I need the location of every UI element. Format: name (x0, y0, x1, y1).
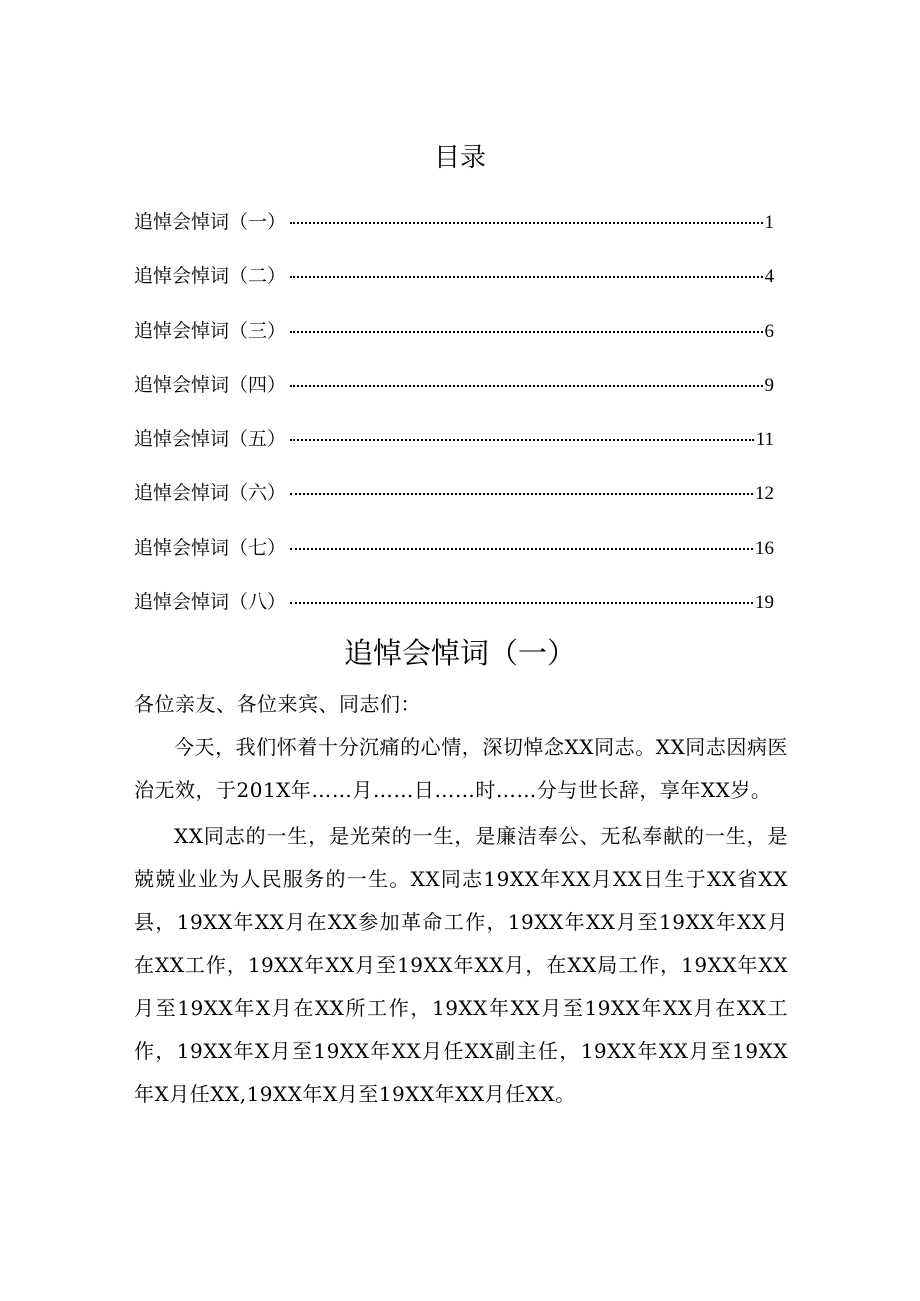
body-paragraph: 今天，我们怀着十分沉痛的心情，深切悼念XX同志。XX同志因病医治无效，于201X年……月……日……时……分与世长辞，享年XX岁。 (134, 735, 788, 802)
toc-entry-label: 追悼会悼词（五） (134, 428, 287, 451)
toc-leader-dots (290, 439, 754, 441)
toc-entry-label: 追悼会悼词（一） (134, 211, 287, 233)
toc-entry-label: 追悼会悼词（七） (134, 536, 287, 559)
toc-page-number: 11 (755, 429, 774, 451)
toc-page-number: 12 (755, 483, 774, 505)
toc-leader-dots (290, 493, 753, 495)
body-paragraph: XX同志的一生，是光荣的一生，是廉洁奉公、无私奉献的一生，是兢兢业业为人民服务的一生。XX同志19XX年XX月XX日生于XX省XX县，19XX年XX月在XX参加革命工作，19XX年XX月至19XX年XX月在XX工作，19XX年XX月至19XX年XX月，在XX局工作，19XX年XX月至19XX年X月在XX所工作，19XX年XX月至19XX年XX月在XX工作，19XX年X月至19XX年XX月任XX副主任，19XX年XX月至19XX年X月任XX,19XX年X月至19XX年XX月任XX。 (134, 824, 788, 1106)
toc-entry[interactable] (134, 258, 774, 312)
toc-entry-label: 追悼会悼词（二） (134, 265, 287, 288)
toc-title: 目录 (433, 143, 486, 173)
toc-entry[interactable] (134, 475, 774, 529)
toc-entry-label: 追悼会悼词（八） (134, 591, 287, 614)
toc-entry-label: 追悼会悼词（六） (134, 482, 287, 505)
toc-page-number: 6 (764, 320, 774, 342)
toc-entry[interactable] (134, 530, 774, 584)
document-body (134, 683, 788, 1116)
toc-leader-dots (290, 222, 762, 224)
toc-entry[interactable] (134, 204, 774, 258)
toc-page-number: 19 (755, 592, 774, 614)
toc-entry-label: 追悼会悼词（四） (134, 373, 287, 396)
toc-page-number: 1 (764, 212, 774, 233)
toc-entry[interactable] (134, 421, 774, 475)
toc-leader-dots (290, 602, 753, 604)
table-of-contents (134, 204, 774, 638)
toc-entry[interactable] (134, 367, 774, 421)
toc-page-number: 16 (755, 537, 774, 559)
toc-entry[interactable] (134, 313, 774, 367)
document-title: 追悼会悼词（一） (343, 636, 576, 670)
toc-entry-label: 追悼会悼词（三） (134, 319, 287, 342)
toc-leader-dots (290, 331, 762, 333)
toc-leader-dots (290, 548, 753, 550)
salutation: 各位亲友、各位来宾、同志们： (134, 692, 421, 716)
toc-leader-dots (290, 385, 762, 387)
toc-leader-dots (290, 276, 762, 278)
toc-page-number: 9 (764, 374, 774, 396)
toc-page-number: 4 (764, 266, 774, 288)
